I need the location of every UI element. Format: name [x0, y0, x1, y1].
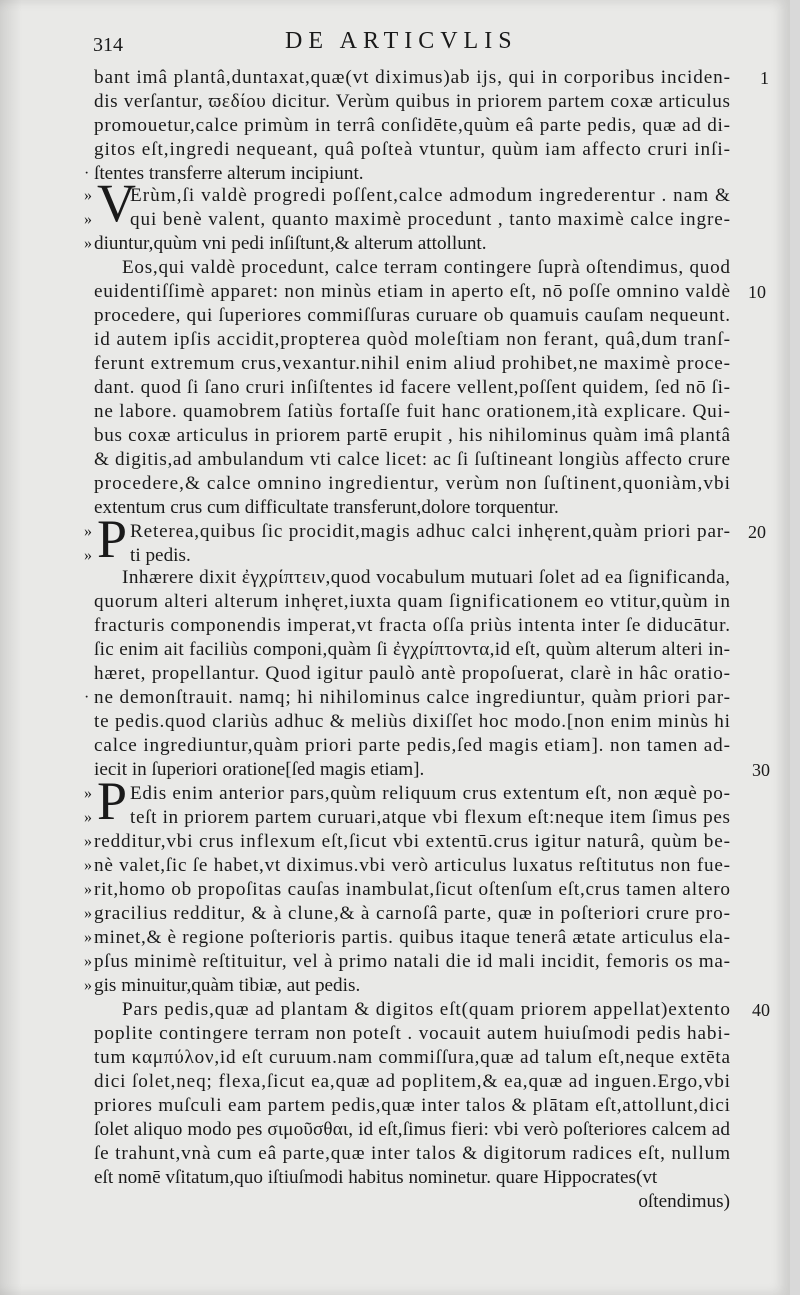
quote-mark: » [84, 833, 92, 850]
text-line: fracturis componendis imperat,vt fracta oſſa priùs intenta inter ſe diducātur. [94, 615, 731, 636]
drop-cap: P [97, 771, 128, 831]
text-line: extentum crus cum difficultate transferunt,dolore torquentur. [94, 497, 559, 518]
text-line: nè valet,ſic ſe habet,vt diximus.vbi verò articulus luxatus reſtitutus non fue- [94, 855, 731, 876]
quote-mark: » [84, 881, 92, 898]
spine-shadow [0, 0, 22, 1295]
quote-mark: » [84, 905, 92, 922]
text-line: Edis enim anterior pars,quùm reliquum crus extentum eſt, non æquè po- [130, 783, 731, 804]
margin-line-number: 40 [752, 1000, 770, 1020]
text-line: ti pedis. [130, 545, 191, 566]
quote-mark: » [84, 809, 92, 826]
text-line: Eos,qui valdè procedunt, calce terram contingere ſuprà oſtendimus, quod [122, 257, 731, 278]
text-line: dant. quod ſi ſano cruri inſiſtentes id facere vellent,poſſent quidem, ſed nō ſi- [94, 377, 731, 398]
page-header [0, 28, 790, 62]
text-line: gis minuitur,quàm tibiæ, aut pedis. [94, 975, 361, 996]
text-line: id autem ipſis accidit,propterea quòd moleſtiam non ferant, quâ,dum tranſ- [94, 329, 731, 350]
text-line: eſt nomē vſitatum,quo iſtiuſmodi habitus nominetur. quare Hippocrates(vt [94, 1167, 658, 1188]
text-line: diuntur,quùm vni pedi inſiſtunt,& alterum attollunt. [94, 233, 487, 254]
text-line: ſtentes transferre alterum incipiunt. [94, 163, 364, 184]
drop-cap: V [97, 173, 136, 233]
text-line: euidentiſſimè apparet: non minùs etiam in aperto eſt, nō poſſe omnino valdè [94, 281, 731, 302]
text-line: gracilius redditur, & à clune,& à carnoſâ parte, quæ in poſteriori crure pro- [94, 903, 731, 924]
drop-cap: P [97, 509, 128, 569]
text-line: redditur,vbi crus inflexum eſt,ſicut vbi extentū.crus igitur naturâ, quùm be- [94, 831, 731, 852]
side-mark: · [84, 689, 90, 706]
text-line: gitos eſt,ingredi nequeant, quâ poſteà vtuntur, quùm iam affecto cruri inſi- [94, 139, 731, 160]
text-line: ne demonſtrauit. namq; hi nihilominus calce ingrediuntur, quàm priori par- [94, 687, 731, 708]
text-line: ferunt extremum crus,vexantur.nihil enim aliud prohibet,ne maximè proce- [94, 353, 731, 374]
text-line: Pars pedis,quæ ad plantam & digitos eſt(quam priorem appellat)extento [122, 999, 731, 1020]
text-line: & digitis,ad ambulandum vti calce licet: ac ſi ſuſtineant longiùs affecto crure [94, 449, 731, 470]
text-line: poplite contingere terram non poteſt . vocauit autem huiuſmodi pedis habi- [94, 1023, 731, 1044]
quote-mark: » [84, 953, 92, 970]
text-line: teſt in priorem partem curuari,atque vbi flexum eſt:neque item ſimus pes [130, 807, 731, 828]
text-line: dis verſantur, ϖεδίου dicitur. Verùm quibus in priorem partem coxæ articulus [94, 91, 731, 112]
text-line: bant imâ plantâ,duntaxat,quæ(vt diximus)ab ijs, qui in corporibus inciden- [94, 67, 731, 88]
text-line: rit,homo ob propoſitas cauſas inambulat,ſicut oſtenſum eſt,crus tamen altero [94, 879, 731, 900]
running-head: DE ARTICVLIS [285, 28, 518, 54]
quote-mark: » [84, 977, 92, 994]
text-line: dici ſolet,neq; flexa,ſicut ea,quæ ad poplitem,& ea,quæ ad inguen.Ergo,vbi [94, 1071, 731, 1092]
text-line: ne labore. quamobrem ſatiùs fortaſſe fuit hanc orationem,ità explicare. Qui- [94, 401, 731, 422]
text-line: ſic enim ait faciliùs componi,quàm ſi ἐγχρίπτοντα,id eſt, quùm alterum alteri in- [94, 639, 731, 660]
text-line: tum καμπύλον,id eſt curuum.nam commiſſura,quæ ad talum eſt,neque extēta [94, 1047, 731, 1068]
margin-line-number: 20 [748, 522, 766, 542]
text-line: pſus minimè reſtituitur, vel à primo natali die id mali incidit, femoris os ma- [94, 951, 731, 972]
text-line: Erùm,ſi valdè progredi poſſent,calce admodum ingrederentur . nam & [130, 185, 731, 206]
text-line: hæret, propellantur. Quod igitur paulò antè propoſuerat, clarè in hâc oratio- [94, 663, 731, 684]
text-line: ſe trahunt,vnà cum eâ parte,quæ inter talos & digitorum radices eſt, nullum [94, 1143, 731, 1164]
text-line: iecit in ſuperiori oratione[ſed magis etiam]. [94, 759, 425, 780]
text-line: Inhærere dixit ἐγχρίπτειν,quod vocabulum mutuari ſolet ad ea ſignificanda, [122, 567, 731, 588]
page-number: 314 [93, 34, 123, 56]
catchword: oſtendimus) [638, 1191, 730, 1212]
margin-line-number: 1 [760, 68, 769, 88]
quote-mark: » [84, 211, 92, 228]
text-line: ſolet aliquo modo pes σιμοῦσθαι, id eſt,ſimus fieri: vbi verò poſteriores calcem ad [94, 1119, 731, 1140]
text-line: quorum alteri alterum inhęret,iuxta quam ſignificationem eo vtitur,quùm in [94, 591, 731, 612]
quote-mark: » [84, 857, 92, 874]
text-line: promouetur,calce primùm in terrâ conſidēte,quùm eâ parte pedis, quæ ad di- [94, 115, 731, 136]
text-line: calce ingrediuntur,quàm priori parte pedis,ſed magis etiam]. non tamen ad- [94, 735, 731, 756]
quote-mark: » [84, 547, 92, 564]
text-line: te pedis.quod clariùs adhuc & meliùs dixiſſet hoc modo.[non enim minùs hi [94, 711, 731, 732]
quote-mark: » [84, 929, 92, 946]
margin-line-number: 10 [748, 282, 766, 302]
quote-mark: » [84, 235, 92, 252]
quote-mark: » [84, 187, 92, 204]
text-line: procedere, qui ſuperiores commiſſuras curuare ob quamuis cauſam nequeunt. [94, 305, 731, 326]
quote-mark: » [84, 785, 92, 802]
text-line: qui benè valent, quanto maximè procedunt , tanto maximè calce ingre- [130, 209, 731, 230]
text-line: procedere,& calce omnino ingredientur, verùm non ſuſtinent,quoniàm,vbi [94, 473, 732, 494]
text-line: bus coxæ articulus in priorem partē erupit , his nihilominus quàm imâ plantâ [94, 425, 731, 446]
quote-mark: » [84, 523, 92, 540]
margin-line-number: 30 [752, 760, 770, 780]
text-line: minet,& è regione poſterioris partis. quibus itaque tenerâ ætate articulus ela- [94, 927, 731, 948]
side-mark: · [84, 165, 90, 182]
text-line: Reterea,quibus ſic procidit,magis adhuc calci inhęrent,quàm priori par- [130, 521, 731, 542]
text-line: priores muſculi eam partem pedis,quæ inter talos & plātam eſt,attollunt,dici [94, 1095, 731, 1116]
